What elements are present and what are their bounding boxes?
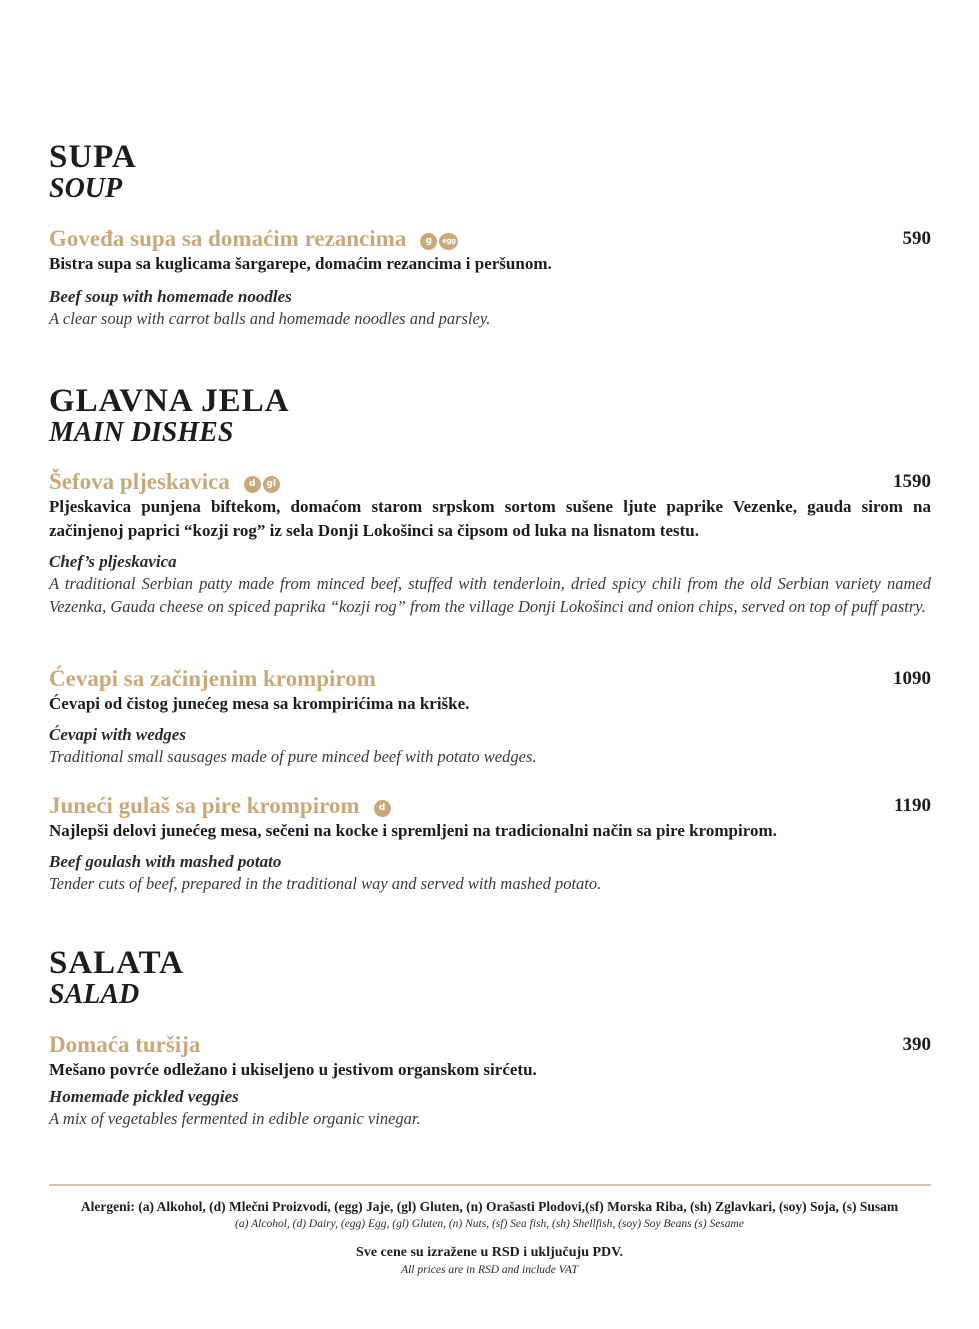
section-title: SALATA xyxy=(49,945,184,981)
section-title: GLAVNA JELA xyxy=(49,383,290,419)
item-price: 1190 xyxy=(894,795,931,816)
allergen-badges xyxy=(420,228,460,250)
item-description-sr: Bistra supa sa kuglicama šargarepe, domaćim rezancima i peršunom. xyxy=(49,254,552,273)
allergens-legend-sr: Alergeni: (a) Alkohol, (d) Mlečni Proizvodi, (egg) Jaje, (gl) Gluten, (n) Orašasti Plodovi,(sf) Morska Riba, (sh) Zglavkari, (soy) Soja, (s) Susam xyxy=(80,1199,899,1214)
item-price: 390 xyxy=(902,1034,931,1055)
menu-item-goulash xyxy=(49,793,931,896)
item-description-sr: Ćevapi od čistog junećeg mesa sa krompirićima na kriške. xyxy=(49,694,470,713)
section-subtitle: SALAD xyxy=(49,979,140,1010)
menu-item-beef-soup xyxy=(49,226,931,331)
section-soup-header xyxy=(49,140,931,204)
menu-item-pickled-veggies xyxy=(49,1032,931,1131)
footer-allergens xyxy=(0,1198,979,1232)
allergen-badges xyxy=(244,471,282,493)
allergen-badge-icon: gl xyxy=(263,476,280,493)
allergen-badges xyxy=(374,795,393,817)
item-name: Goveđa supa sa domaćim rezancima xyxy=(49,226,407,251)
item-name: Ćevapi sa začinjenim krompirom xyxy=(49,666,376,691)
menu-item-cevapi xyxy=(49,666,931,769)
item-description-sr: Pljeskavica punjena biftekom, domaćom starom srpskom sortom sušene ljute paprike Vezenke, gauda sirom na začinjenoj paprici “kozji rog” iz sela Donji Lokošinci sa čipsom od luka na lisnatom testu. xyxy=(49,497,931,540)
item-name-en: Beef soup with homemade noodles xyxy=(49,287,292,306)
section-subtitle: SOUP xyxy=(49,173,123,204)
item-description-sr: Najlepši delovi junećeg mesa, sečeni na kocke i spremljeni na tradicionalni način sa pire krompirom. xyxy=(49,821,777,840)
item-description-en: Tender cuts of beef, prepared in the traditional way and served with mashed potato. xyxy=(49,874,602,893)
allergen-badge-icon: d xyxy=(244,476,261,493)
prices-note-en: All prices are in RSD and include VAT xyxy=(401,1264,578,1276)
section-salad-header xyxy=(49,946,931,1010)
item-price: 1590 xyxy=(893,471,931,492)
item-name-en: Ćevapi with wedges xyxy=(49,725,186,744)
item-description-sr: Mešano povrće odležano i ukiseljeno u jestivom organskom sirćetu. xyxy=(49,1060,537,1079)
item-price: 1090 xyxy=(893,668,931,689)
allergen-badge-icon: d xyxy=(374,800,391,817)
footer-divider xyxy=(49,1184,931,1186)
footer-prices xyxy=(0,1244,979,1278)
item-price: 590 xyxy=(902,228,931,249)
section-title: SUPA xyxy=(49,139,137,175)
section-main-header xyxy=(49,384,931,448)
item-name-en: Beef goulash with mashed potato xyxy=(49,852,282,871)
item-name: Domaća turšija xyxy=(49,1032,201,1057)
item-description-en: Traditional small sausages made of pure minced beef with potato wedges. xyxy=(49,747,537,766)
item-name: Šefova pljeskavica xyxy=(49,469,230,494)
item-description-en: A mix of vegetables fermented in edible organic vinegar. xyxy=(49,1109,421,1128)
item-name-en: Chef’s pljeskavica xyxy=(49,552,177,571)
allergens-legend-en: (a) Alcohol, (d) Dairy, (egg) Egg, (gl) Gluten, (n) Nuts, (sf) Sea fish, (sh) Shellfish, (soy) Soy Beans (s) Sesame xyxy=(235,1218,744,1230)
menu-item-pljeskavica xyxy=(49,469,931,618)
section-subtitle: MAIN DISHES xyxy=(49,417,234,448)
allergen-badge-icon: g xyxy=(420,233,437,250)
prices-note-sr: Sve cene su izražene u RSD i uključuju PDV. xyxy=(356,1245,623,1260)
item-description-en: A traditional Serbian patty made from minced beef, stuffed with tenderloin, dried spicy chili from the old Serbian variety named Vezenka, Gauda cheese on spiced paprika “kozji rog” from the village Donji Lokošinci and onion chips, served on top of puff pastry. xyxy=(49,574,931,616)
item-description-en: A clear soup with carrot balls and homemade noodles and parsley. xyxy=(49,309,491,328)
item-name-en: Homemade pickled veggies xyxy=(49,1087,239,1106)
allergen-badge-icon: egg xyxy=(439,233,458,250)
item-name: Juneći gulaš sa pire krompirom xyxy=(49,793,360,818)
